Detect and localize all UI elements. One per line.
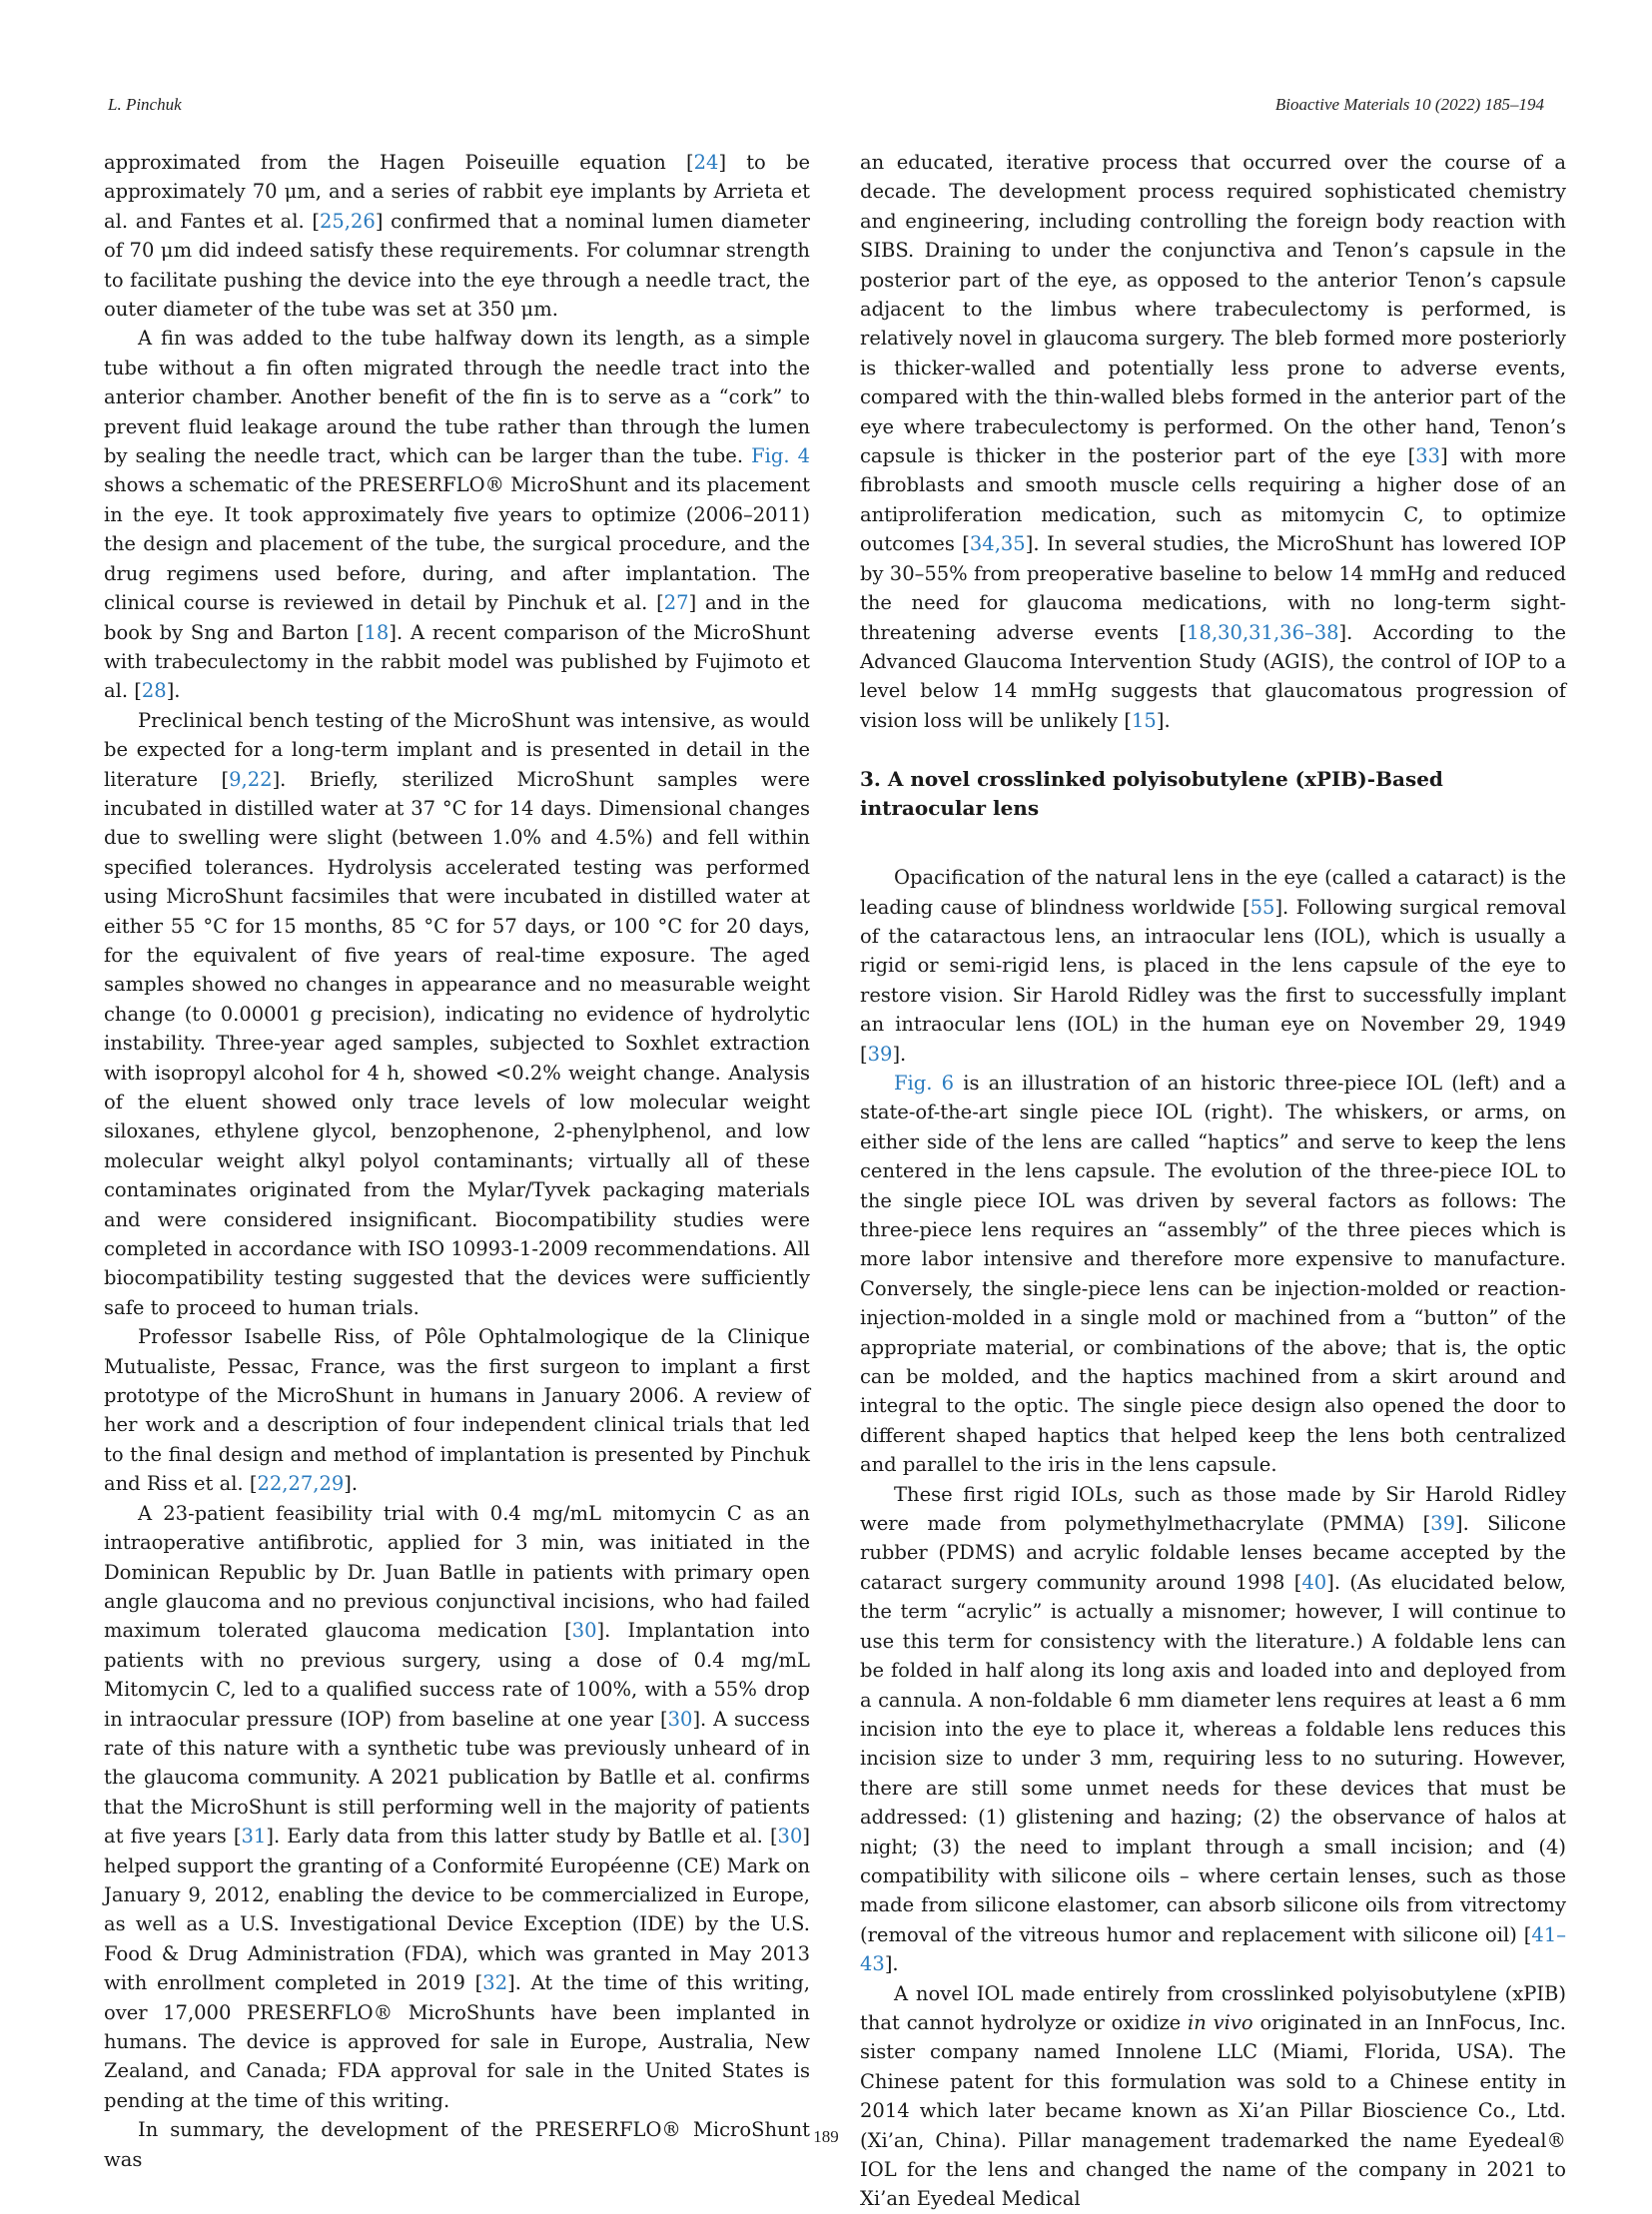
body-text: ]. Following surgical removal of the cataractous lens, an intraocular lens (IOL), which is usually a rigid or semi-rigid lens, is placed in the lens capsule of the eye to restore vision. Sir Harold Ridley was the first to successfully implant an intraocular lens (IOL) in the human eye on November 29, 1949 [ — [860, 895, 1567, 1066]
body-text: ] with more fibroblasts and smooth muscle cells requiring a higher dose of an antiproliferation medication, such as mitomycin C, to optimize outcomes [ — [860, 444, 1566, 556]
paragraph — [104, 324, 810, 705]
citation-link[interactable]: Fig. 6 — [894, 1071, 955, 1095]
body-text: ] and in the book by Sng and Barton [ — [104, 591, 810, 644]
citation-link[interactable]: 39 — [1430, 1512, 1456, 1536]
body-text: ]. Silicone rubber (PDMS) and acrylic foldable lenses became accepted by the cataract surgery community around 1998 [ — [860, 1512, 1566, 1594]
body-text: A 23-patient feasibility trial with 0.4 mg/mL mitomycin C as an intraoperative antifibrotic, applied for 3 min, was initiated in the Dominican Republic by Dr. Juan Batlle in patients with primary open angle glaucoma and no previous conjunctival incisions, who had failed maximum tolerated glaucoma medication [ — [104, 1501, 810, 1643]
italic-text: in vivo — [1188, 2010, 1253, 2034]
citation-link[interactable]: 32 — [482, 1971, 508, 1995]
body-text: ]. (As elucidated below, the term “acrylic” is actually a misnomer; however, I will continue to use this term for consistency with the literature.) A foldable lens can be folded in half along its long axis and loaded into and deployed from a cannula. A non-foldable 6 mm diameter lens requires at least a 6 mm incision into the eye to place it, whereas a foldable lens reduces this incision size to under 3 mm, requiring less to no suturing. However, there are still some unmet needs for these devices that must be addressed: (1) glistening and hazing; (2) the observance of halos at night; (3) the need to implant through a small incision; and (4) compatibility with silicone oils – where certain lenses, such as those made from silicone elastomer, can absorb silicone oils from vitrectomy (removal of the vitreous humor and replacement with silicone oil) [ — [860, 1570, 1566, 1946]
citation-link[interactable]: 55 — [1249, 895, 1275, 919]
body-text: ]. — [884, 1952, 899, 1976]
citation-link[interactable]: 28 — [141, 679, 167, 703]
citation-link[interactable]: 22,27,29 — [257, 1472, 345, 1496]
body-text: shows a schematic of the PRESERFLO® MicroShunt and its placement in the eye. It took approximately five years to optimize (2006–2011) the design and placement of the tube, the surgical procedure, and the drug regimens used before, during, and after implantation. The clinical course is reviewed in detail by Pinchuk et al. [ — [104, 473, 810, 615]
citation-link[interactable]: 24 — [693, 151, 719, 174]
paragraph — [860, 863, 1566, 1069]
body-text: Opacification of the natural lens in the eye (called a cataract) is the leading cause of blindness worldwide [ — [860, 866, 1566, 919]
citation-link[interactable]: 30 — [571, 1619, 597, 1643]
body-text: ]. Early data from this latter study by Batlle et al. [ — [266, 1825, 778, 1848]
right-column-lower — [860, 863, 1566, 2214]
body-text: ] confirmed that a nominal lumen diameter of 70 μm did indeed satisfy these requirements. For columnar strength to facilitate pushing the device into the eye through a needle tract, the outer diameter of the tube was set at 350 μm. — [104, 209, 810, 322]
citation-link[interactable]: 27 — [663, 591, 689, 615]
body-text: an educated, iterative process that occurred over the course of a decade. The development process required sophisticated chemistry and engineering, including controlling the foreign body reaction with SIBS. Draining to under the conjunctiva and Tenon’s capsule in the posterior part of the eye, as opposed to the anterior Tenon’s capsule adjacent to the limbus where trabeculectomy is performed, is relatively novel in glaucoma surgery. The bleb formed more posteriorly is thicker-walled and potentially less prone to adverse events, compared with the thin-walled blebs formed in the anterior part of the eye where trabeculectomy is performed. On the other hand, Tenon’s capsule is thicker in the posterior part of the eye [ — [860, 151, 1566, 468]
citation-link[interactable]: Fig. 4 — [751, 444, 810, 468]
citation-link[interactable]: 30 — [777, 1825, 803, 1848]
body-text: ]. — [166, 679, 181, 703]
body-text: ]. A recent comparison of the MicroShunt with trabeculectomy in the rabbit model was published by Fujimoto et al. [ — [104, 620, 810, 703]
body-text: Preclinical bench testing of the MicroShunt was intensive, as would be expected for a long-term implant and is presented in detail in the literature [ — [104, 708, 810, 791]
page-number: 189 — [813, 2127, 839, 2146]
body-text: ]. Implantation into patients with no previous surgery, using a dose of 0.4 mg/mL Mitomycin C, led to a qualified success rate of 100%, with a 55% drop in intraocular pressure (IOP) from baseline at one year [ — [104, 1619, 810, 1731]
body-text: is an illustration of an historic three-piece IOL (left) and a state-of-the-art single piece IOL (right). The whiskers, or arms, on either side of the lens are called “haptics” and serve to keep the lens centered in the lens capsule. The evolution of the three-piece IOL to the single piece IOL was driven by several factors as follows: The three-piece lens requires an “assembly” of the three pieces which is more labor intensive and therefore more expensive to manufacture. Conversely, the single-piece lens can be injection-molded or reaction-injection-molded in a single mold or machined from a “button” of the appropriate material, or combinations of the above; that is, the optic can be molded, and the haptics machined from a skirt around and integral to the optic. The single piece design also opened the door to different shaped haptics that helped keep the lens both centralized and parallel to the iris in the lens capsule. — [860, 1071, 1566, 1477]
body-text: ]. In several studies, the MicroShunt has lowered IOP by 30–55% from preoperative baseline to below 14 mmHg and reduced the need for glaucoma medications, with no long-term sight-threatening adverse events [ — [860, 532, 1567, 644]
body-text: ]. — [344, 1472, 359, 1496]
body-text: ]. According to the Advanced Glaucoma Intervention Study (AGIS), the control of IOP to a level below 14 mmHg suggests that glaucomatous progression of vision loss will be unlikely [ — [860, 620, 1566, 732]
section-heading: 3. A novel crosslinked polyisobutylene (xPIB)-Based intraocular lens — [860, 767, 1443, 821]
body-text: originated in an InnFocus, Inc. sister company named Innolene LLC (Miami, Florida, USA). The Chinese patent for this formulation was sold to a Chinese entity in 2014 which later became known as Xi’an Pillar Bioscience Co., Ltd. (Xi’an, China). Pillar management trademarked the name Eyedeal® IOL for the lens and changed the name of the company in 2021 to Xi’an Eyedeal Medical — [860, 2010, 1566, 2211]
paragraph — [104, 706, 810, 1323]
paragraph — [860, 1979, 1566, 2214]
body-text: ]. A success rate of this nature with a synthetic tube was previously unheard of in the glaucoma community. A 2021 publication by Batlle et al. confirms that the MicroShunt is still performing well in the majority of patients at five years [ — [104, 1707, 810, 1848]
paragraph — [860, 1069, 1566, 1480]
paragraph — [104, 148, 810, 324]
citation-link[interactable]: 41–43 — [860, 1922, 1566, 1976]
citation-link[interactable]: 25,26 — [319, 209, 376, 233]
running-header-author: L. Pinchuk — [108, 95, 182, 114]
body-text: A fin was added to the tube halfway down its length, as a simple tube without a fin often migrated through the needle tract into the anterior chamber. Another benefit of the fin is to serve as a “cork” to prevent fluid leakage around the tube rather than through the lumen by sealing the needle tract, which can be larger than the tube. — [104, 327, 810, 468]
paragraph — [104, 1499, 810, 2116]
citation-link[interactable]: 39 — [867, 1042, 893, 1066]
body-text: ] to be approximately 70 μm, and a series of rabbit eye implants by Arrieta et al. and Fantes et al. [ — [104, 151, 810, 233]
citation-link[interactable]: 15 — [1132, 708, 1157, 732]
paragraph — [860, 148, 1566, 735]
running-header-journal: Bioactive Materials 10 (2022) 185–194 — [1274, 95, 1544, 114]
citation-link[interactable]: 40 — [1301, 1570, 1327, 1594]
body-text: A novel IOL made entirely from crosslinked polyisobutylene (xPIB) that cannot hydrolyze or oxidize — [860, 1981, 1566, 2034]
citation-link[interactable]: 18,30,31,36–38 — [1187, 620, 1339, 644]
body-text: ]. At the time of this writing, over 17,000 PRESERFLO® MicroShunts have been implanted in humans. The device is approved for sale in Europe, Australia, New Zealand, and Canada; FDA approval for sale in the United States is pending at the time of this writing. — [104, 1971, 810, 2112]
paragraph — [860, 1480, 1566, 1979]
right-column-upper — [860, 148, 1566, 735]
body-text: approximated from the Hagen Poiseuille equation [ — [104, 151, 694, 174]
body-text: Professor Isabelle Riss, of Pôle Ophtalmologique de la Clinique Mutualiste, Pessac, France, was the first surgeon to implant a first prototype of the MicroShunt in humans in January 2006. A review of her work and a description of four independent clinical trials that led to the final design and method of implantation is presented by Pinchuk and Riss et al. [ — [104, 1325, 810, 1496]
body-text: ]. Briefly, sterilized MicroShunt samples were incubated in distilled water at 37 °C for 14 days. Dimensional changes due to swelling were slight (between 1.0% and 4.5%) and fell within specified tolerances. Hydrolysis accelerated testing was performed using MicroShunt facsimiles that were incubated in distilled water at either 55 °C for 15 months, 85 °C for 57 days, or 100 °C for 20 days, for the equivalent of five years of real-time exposure. The aged samples showed no changes in appearance and no measurable weight change (to 0.00001 g precision), indicating no evidence of hydrolytic instability. Three-year aged samples, subjected to Soxhlet extraction with isopropyl alcohol for 4 h, showed <0.2% weight change. Analysis of the eluent showed only trace levels of low molecular weight siloxanes, ethylene glycol, benzophenone, 2-phenylphenol, and low molecular weight alkyl polyol contaminants; virtually all of these contaminates originated from the Mylar/Tyvek packaging materials and were considered insignificant. Biocompatibility studies were completed in accordance with ISO 10993-1-2009 recommendations. All biocompatibility testing suggested that the devices were sufficiently safe to proceed to human trials. — [104, 767, 811, 1319]
citation-link[interactable]: 33 — [1415, 444, 1441, 468]
body-text: ]. — [1156, 708, 1171, 732]
right-column — [860, 148, 1566, 2214]
body-text: ] helped support the granting of a Conformité Européenne (CE) Mark on January 9, 2012, enabling the device to be commercialized in Europe, as well as a U.S. Investigational Device Exception (IDE) by the U.S. Food & Drug Administration (FDA), which was granted in May 2013 with enrollment completed in 2019 [ — [104, 1825, 810, 1995]
citation-link[interactable]: 18 — [364, 620, 390, 644]
citation-link[interactable]: 9,22 — [229, 767, 273, 791]
left-column — [104, 148, 810, 2174]
body-text: In summary, the development of the PRESERFLO® MicroShunt was — [104, 2118, 810, 2171]
body-text: ]. — [892, 1042, 907, 1066]
body-text: These first rigid IOLs, such as those made by Sir Harold Ridley were made from polymethylmethacrylate (PMMA) [ — [860, 1482, 1566, 1536]
paragraph — [104, 1322, 810, 1498]
citation-link[interactable]: 30 — [667, 1707, 693, 1731]
citation-link[interactable]: 31 — [241, 1825, 267, 1848]
citation-link[interactable]: 34,35 — [969, 532, 1026, 556]
